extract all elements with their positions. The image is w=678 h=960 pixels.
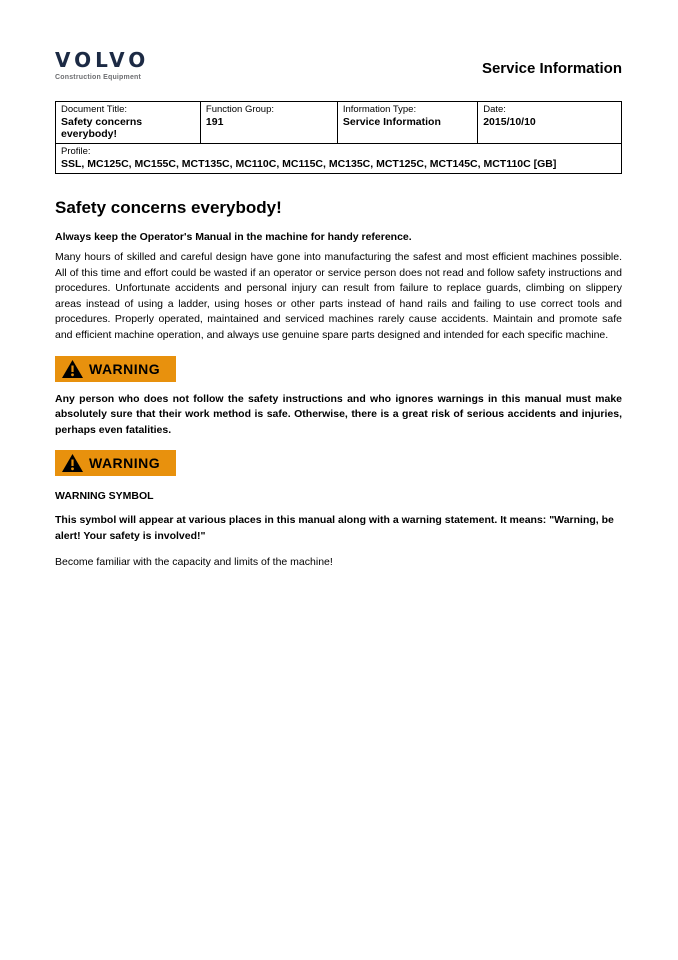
volvo-logo xyxy=(55,50,149,81)
volvo-logo-wordmark: VOLVO xyxy=(55,48,150,72)
function-group-label: Function Group: xyxy=(205,104,275,115)
intro-paragraph: Many hours of skilled and careful design have gone into manufacturing the safest and most efficient machines possible. All of this time and effort could be wasted if an operator or service person does not read and follow safety instructions and procedures. Unfortunate accidents and personal injury can result from failure to replace guards, climbing on slippery areas instead of using a ladder, using hoses or other parts instead of hand rails and failing to use correct tools and procedures. Properly operated, maintained and serviced machines rarely cause accidents. Maintain and promote safe and efficient machine operation, and always use genuine spare parts designed and intended for each specific machine. xyxy=(55,251,622,341)
warning-banner-label: WARNING xyxy=(89,455,161,472)
date-cell xyxy=(478,102,622,144)
warning-banner-label: WARNING xyxy=(89,360,161,377)
page-header xyxy=(55,50,622,81)
doc-title-cell xyxy=(56,102,201,144)
doc-title-value: Safety concerns everybody! xyxy=(61,116,143,140)
warning-paragraph: Any person who does not follow the safety instructions and who ignores warnings in this manual must make absolutely sure that their work method is safe. Otherwise, there is a great risk of serious accidents and injuries, perhaps even fatalities. xyxy=(55,392,622,436)
profile-label: Profile: xyxy=(61,146,91,157)
warning-banner-1 xyxy=(55,356,176,382)
information-type-label: Information Type: xyxy=(342,104,417,115)
information-type-value: Service Information xyxy=(342,116,441,128)
table-row xyxy=(56,102,622,144)
function-group-value: 191 xyxy=(205,116,224,128)
closing-note: Become familiar with the capacity and limits of the machine! xyxy=(55,555,333,568)
date-value: 2015/10/10 xyxy=(483,116,536,128)
warning-triangle-icon xyxy=(62,454,83,472)
warning-triangle-icon xyxy=(62,360,83,378)
page-title: Safety concerns everybody! xyxy=(55,198,282,217)
warning-symbol-heading: WARNING SYMBOL xyxy=(55,490,154,503)
volvo-logo-subtext: Construction Equipment xyxy=(55,74,142,81)
profile-cell xyxy=(56,144,622,174)
lead-statement: Always keep the Operator's Manual in the machine for handy reference. xyxy=(55,231,412,243)
date-label: Date: xyxy=(483,104,506,115)
service-information-title: Service Information xyxy=(481,60,622,77)
doc-title-label: Document Title: xyxy=(61,104,127,115)
profile-value: SSL, MC125C, MC155C, MCT135C, MC110C, MC115C, MC135C, MCT125C, MCT145C, MCT110C [GB] xyxy=(61,158,557,170)
document-info-table xyxy=(55,101,622,174)
function-group-cell xyxy=(200,102,337,144)
table-row xyxy=(56,144,622,174)
warning-symbol-paragraph: This symbol will appear at various places in this manual along with a warning statement. It means: "Warning, be alert! Your safety is involved!" xyxy=(55,514,614,542)
information-type-cell xyxy=(337,102,477,144)
warning-banner-2 xyxy=(55,450,176,476)
